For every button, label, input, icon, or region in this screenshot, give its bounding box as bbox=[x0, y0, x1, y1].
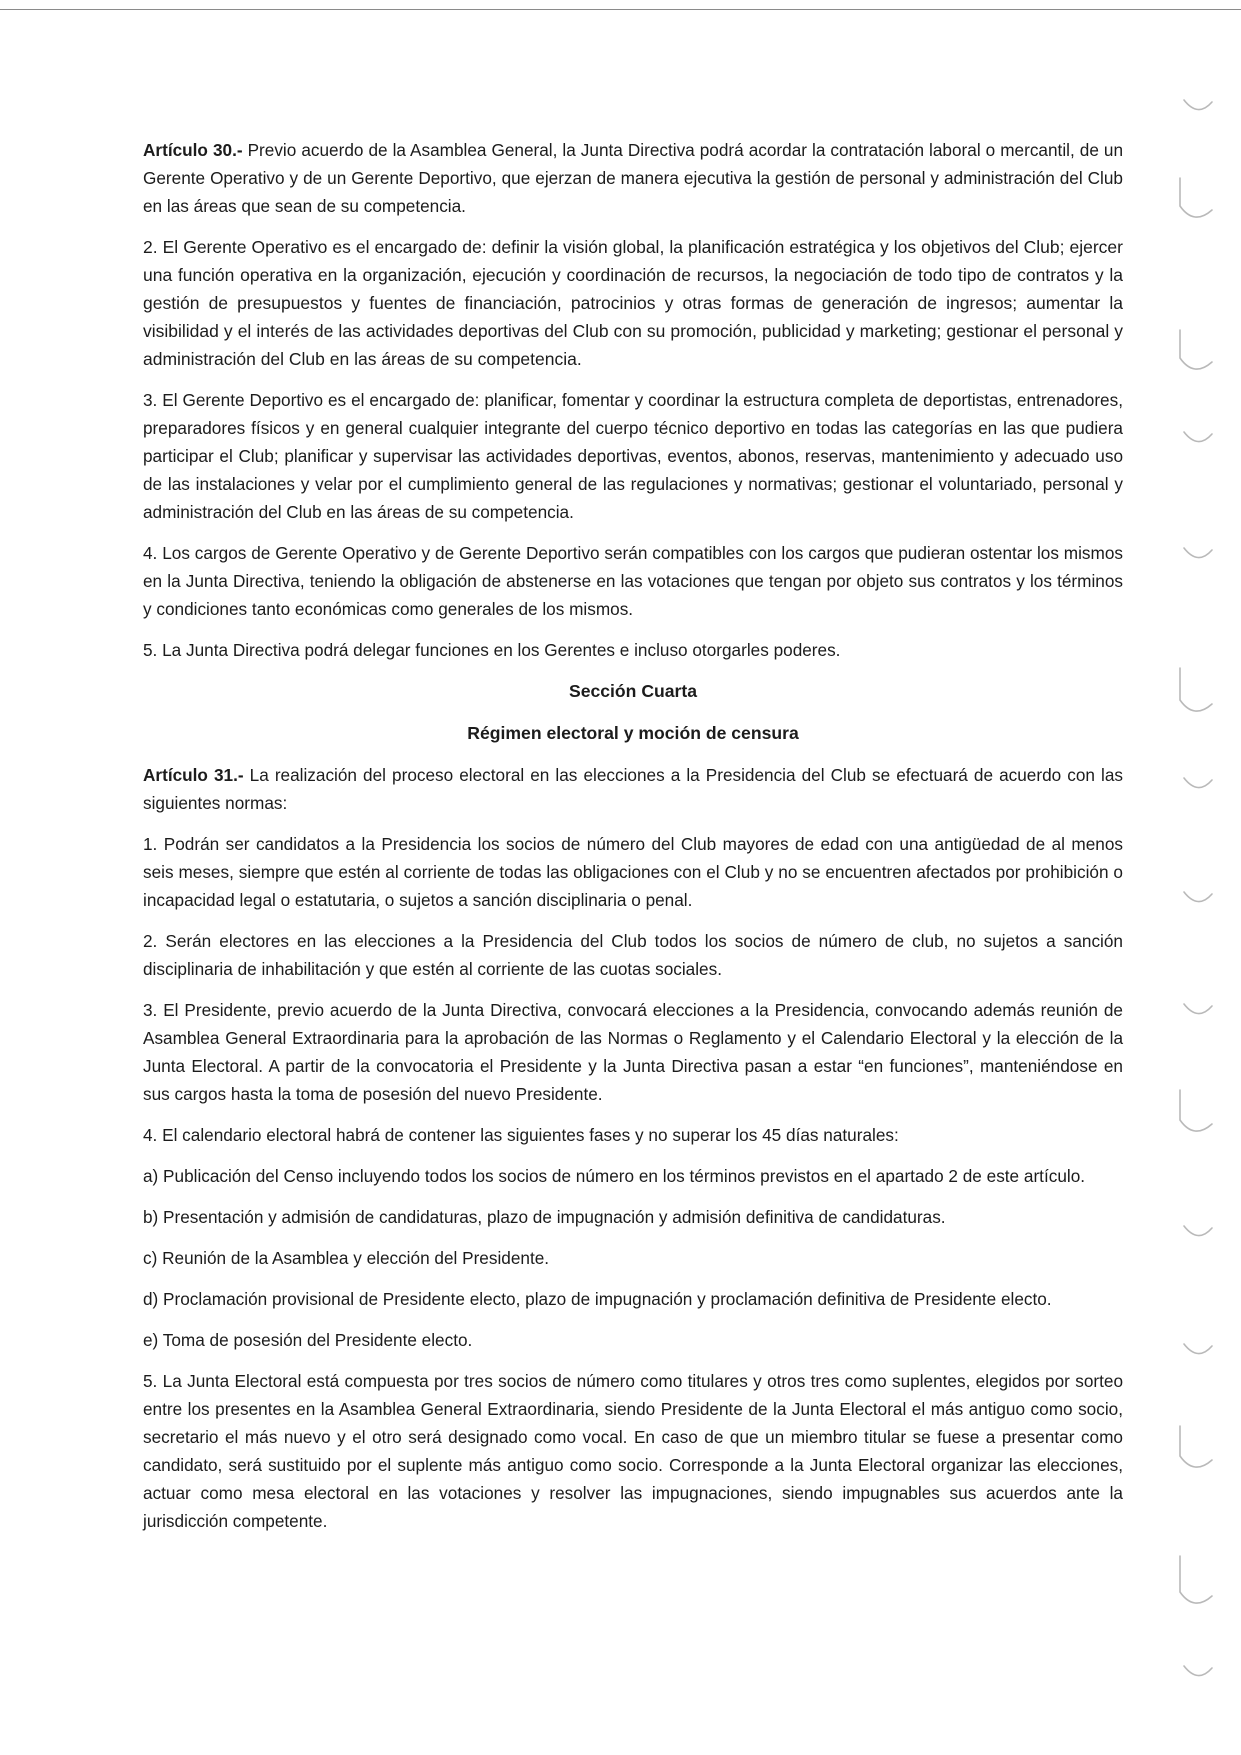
paragraph-art31-4e bbox=[143, 1326, 1123, 1354]
paragraph-text: e) Toma de posesión del Presidente electo. bbox=[143, 1330, 473, 1350]
paragraph-text: 4. Los cargos de Gerente Operativo y de Gerente Deportivo serán compatibles con los cargos que pudieran ostentar los mismos en la Junta Directiva, teniendo la obligación de abstenerse en las votaciones que tengan por objeto sus contratos y los términos y condiciones tanto económicas como generales de los mismos. bbox=[143, 543, 1123, 619]
article-label: Artículo 30.- bbox=[143, 140, 243, 160]
paragraph-text: c) Reunión de la Asamblea y elección del Presidente. bbox=[143, 1248, 550, 1268]
binder-holes-icon bbox=[1176, 0, 1216, 1755]
paragraph-art31-1 bbox=[143, 830, 1123, 914]
paragraph-text: La realización del proceso electoral en las elecciones a la Presidencia del Club se efectuará de acuerdo con las siguientes normas: bbox=[143, 765, 1123, 813]
paragraph-text: 4. El calendario electoral habrá de contener las siguientes fases y no superar los 45 días naturales: bbox=[143, 1125, 899, 1145]
paragraph-article-31 bbox=[143, 761, 1123, 817]
paragraph-text: 5. La Junta Electoral está compuesta por tres socios de número como titulares y otros tres como suplentes, elegidos por sorteo entre los presentes en la Asamblea General Extraordinaria, siendo Presidente de la Junta Electoral el más antiguo como socio, secretario el más nuevo y el otro será designado como vocal. En caso de que un miembro titular se fuese a presentar como candidato, será sustituido por el suplente más antiguo como socio. Corresponde a la Junta Electoral organizar las elecciones, actuar como mesa electoral en las votaciones y resolver las impugnaciones, siendo impugnables sus acuerdos ante la jurisdicción competente. bbox=[143, 1371, 1123, 1531]
paragraph-text: 5. La Junta Directiva podrá delegar funciones en los Gerentes e incluso otorgarles poderes. bbox=[143, 640, 841, 660]
scan-top-edge bbox=[0, 9, 1241, 10]
paragraph-art30-3 bbox=[143, 386, 1123, 526]
paragraph-art31-4d bbox=[143, 1285, 1123, 1313]
article-label: Artículo 31.- bbox=[143, 765, 244, 785]
paragraph-art31-5 bbox=[143, 1367, 1123, 1535]
paragraph-text: d) Proclamación provisional de Presidente electo, plazo de impugnación y proclamación definitiva de Presidente electo. bbox=[143, 1289, 1052, 1309]
paragraph-text: b) Presentación y admisión de candidaturas, plazo de impugnación y admisión definitiva de candidaturas. bbox=[143, 1207, 946, 1227]
paragraph-text: 1. Podrán ser candidatos a la Presidencia los socios de número del Club mayores de edad con una antigüedad de al menos seis meses, siempre que estén al corriente de todas las obligaciones con el Club y no se encuentren afectados por prohibición o incapacidad legal o estatutaria, o sujetos a sanción disciplinaria o penal. bbox=[143, 834, 1123, 910]
paragraph-text: Previo acuerdo de la Asamblea General, la Junta Directiva podrá acordar la contratación laboral o mercantil, de un Gerente Operativo y de un Gerente Deportivo, que ejerzan de manera ejecutiva la gestión de personal y administración del Club en las áreas que sean de su competencia. bbox=[143, 140, 1124, 216]
paragraph-text: 3. El Gerente Deportivo es el encargado de: planificar, fomentar y coordinar la estructura completa de deportistas, entrenadores, preparadores físicos y en general cualquier integrante del cuerpo técnico deportivo en todas las categorías en las que pudiera participar el Club; planificar y supervisar las actividades deportivas, eventos, abonos, reservas, mantenimiento y adecuado uso de las instalaciones y velar por el cumplimiento general de las regulaciones y normativas; gestionar el voluntariado, personal y administración del Club en las áreas de su competencia. bbox=[143, 390, 1123, 522]
paragraph-art30-2 bbox=[143, 233, 1123, 373]
paragraph-text: 2. Serán electores en las elecciones a la Presidencia del Club todos los socios de número de club, no sujetos a sanción disciplinaria de inhabilitación y que estén al corriente de las cuotas sociales. bbox=[143, 931, 1123, 979]
paragraph-art31-2 bbox=[143, 927, 1123, 983]
paragraph-art31-4c bbox=[143, 1244, 1123, 1272]
paragraph-art31-4a bbox=[143, 1162, 1123, 1190]
section-subtitle: Régimen electoral y moción de censura bbox=[467, 723, 799, 743]
paragraph-art30-4 bbox=[143, 539, 1123, 623]
paragraph-article-30 bbox=[143, 136, 1123, 220]
paragraph-text: 2. El Gerente Operativo es el encargado de: definir la visión global, la planificación estratégica y los objetivos del Club; ejercer una función operativa en la organización, ejecución y coordinación de recursos, la negociación de todo tipo de contratos y la gestión de presupuestos y fuentes de financiación, patrocinios y otras formas de generación de ingresos; aumentar la visibilidad y el interés de las actividades deportivas del Club con su promoción, publicidad y marketing; gestionar el personal y administración del Club en las áreas de su competencia. bbox=[143, 237, 1123, 369]
binder-hole-marks bbox=[1176, 0, 1216, 1755]
paragraph-art31-3 bbox=[143, 996, 1123, 1108]
paragraph-text: a) Publicación del Censo incluyendo todos los socios de número en los términos previstos en el apartado 2 de este artículo. bbox=[143, 1166, 1086, 1186]
paragraph-art31-4 bbox=[143, 1121, 1123, 1149]
document-body bbox=[143, 136, 1123, 1548]
paragraph-art30-5 bbox=[143, 636, 1123, 664]
section-title: Sección Cuarta bbox=[568, 681, 698, 701]
paragraph-text: 3. El Presidente, previo acuerdo de la Junta Directiva, convocará elecciones a la Presidencia, convocando además reunión de Asamblea General Extraordinaria para la aprobación de las Normas o Reglamento y el Calendario Electoral y la elección de la Junta Electoral. A partir de la convocatoria el Presidente y la Junta Directiva pasan a estar “en funciones”, manteniéndose en sus cargos hasta la toma de posesión del nuevo Presidente. bbox=[143, 1000, 1123, 1104]
paragraph-art31-4b bbox=[143, 1203, 1123, 1231]
